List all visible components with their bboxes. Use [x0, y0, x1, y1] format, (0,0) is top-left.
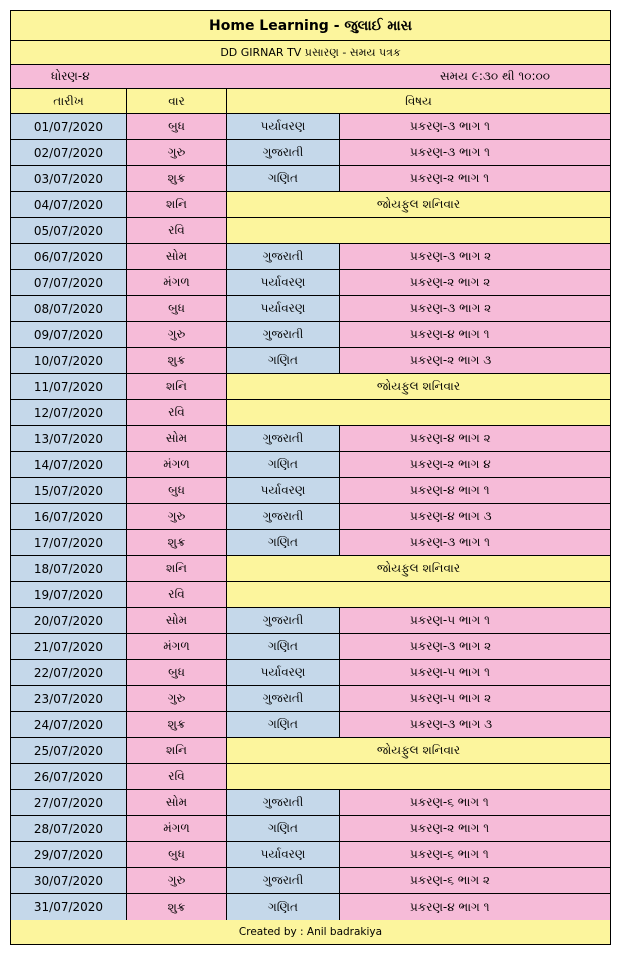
- cell-day: ગુરુ: [127, 686, 227, 711]
- cell-date: 10/07/2020: [11, 348, 127, 373]
- column-header-row: [11, 89, 610, 114]
- cell-day: બુધ: [127, 114, 227, 139]
- cell-topic: પ્રકરણ-૩ ભાગ ૧: [340, 114, 610, 139]
- title-row: [11, 11, 610, 41]
- table-row: [11, 764, 610, 790]
- table-row: [11, 296, 610, 322]
- cell-day: ગુરુ: [127, 140, 227, 165]
- cell-date: 30/07/2020: [11, 868, 127, 893]
- cell-day: રવિ: [127, 218, 227, 243]
- cell-subject: ગુજરાતી: [227, 322, 340, 347]
- cell-day: રવિ: [127, 764, 227, 789]
- table-row: [11, 400, 610, 426]
- cell-date: 11/07/2020: [11, 374, 127, 399]
- cell-subject: પર્યાવરણ: [227, 842, 340, 867]
- cell-date: 16/07/2020: [11, 504, 127, 529]
- table-row: [11, 816, 610, 842]
- cell-topic: પ્રકરણ-૩ ભાગ ૨: [340, 244, 610, 269]
- cell-subject: પર્યાવરણ: [227, 114, 340, 139]
- cell-date: 17/07/2020: [11, 530, 127, 555]
- table-row: [11, 868, 610, 894]
- cell-day: શનિ: [127, 556, 227, 581]
- footer-row: [11, 920, 610, 944]
- cell-date: 04/07/2020: [11, 192, 127, 217]
- time-label: સમય ૯:૩૦ થી ૧૦:૦૦: [439, 69, 550, 83]
- column-header-date: તારીખ: [11, 89, 127, 113]
- cell-date: 06/07/2020: [11, 244, 127, 269]
- cell-day: શુક્ર: [127, 530, 227, 555]
- cell-topic: પ્રકરણ-૫ ભાગ ૨: [340, 686, 610, 711]
- cell-special-day: [227, 764, 610, 789]
- cell-topic: પ્રકરણ-૨ ભાગ ૪: [340, 452, 610, 477]
- cell-topic: પ્રકરણ-૩ ભાગ ૧: [340, 140, 610, 165]
- cell-date: 25/07/2020: [11, 738, 127, 763]
- cell-topic: પ્રકરણ-૪ ભાગ ૧: [340, 894, 610, 920]
- table-row: [11, 478, 610, 504]
- table-row: [11, 244, 610, 270]
- cell-day: શુક્ર: [127, 712, 227, 737]
- table-row: [11, 556, 610, 582]
- cell-day: શનિ: [127, 738, 227, 763]
- cell-subject: ગુજરાતી: [227, 686, 340, 711]
- cell-topic: પ્રકરણ-૫ ભાગ ૧: [340, 660, 610, 685]
- table-row: [11, 218, 610, 244]
- cell-subject: ગણિત: [227, 634, 340, 659]
- cell-day: ગુરુ: [127, 868, 227, 893]
- cell-subject: પર્યાવરણ: [227, 296, 340, 321]
- cell-date: 19/07/2020: [11, 582, 127, 607]
- cell-subject: ગુજરાતી: [227, 426, 340, 451]
- table-row: [11, 426, 610, 452]
- cell-date: 01/07/2020: [11, 114, 127, 139]
- cell-date: 14/07/2020: [11, 452, 127, 477]
- cell-day: શનિ: [127, 192, 227, 217]
- cell-subject: ગુજરાતી: [227, 868, 340, 893]
- cell-day: બુધ: [127, 478, 227, 503]
- cell-subject: ગણિત: [227, 712, 340, 737]
- footer-credit: Created by : Anil badrakiya: [238, 926, 383, 938]
- cell-day: શુક્ર: [127, 166, 227, 191]
- cell-day: રવિ: [127, 400, 227, 425]
- cell-day: રવિ: [127, 582, 227, 607]
- cell-subject: ગણિત: [227, 348, 340, 373]
- cell-subject: ગણિત: [227, 530, 340, 555]
- cell-day: શુક્ર: [127, 348, 227, 373]
- cell-topic: પ્રકરણ-૬ ભાગ ૧: [340, 842, 610, 867]
- cell-special-day: જોયફુલ શનિવાર: [227, 556, 610, 581]
- table-row: [11, 114, 610, 140]
- cell-date: 23/07/2020: [11, 686, 127, 711]
- cell-topic: પ્રકરણ-૩ ભાગ ૧: [340, 530, 610, 555]
- cell-date: 24/07/2020: [11, 712, 127, 737]
- cell-day: બુધ: [127, 842, 227, 867]
- table-row: [11, 790, 610, 816]
- table-row: [11, 608, 610, 634]
- cell-subject: ગણિત: [227, 452, 340, 477]
- table-row: [11, 140, 610, 166]
- cell-date: 31/07/2020: [11, 894, 127, 920]
- cell-topic: પ્રકરણ-૨ ભાગ ૨: [340, 270, 610, 295]
- table-row: [11, 530, 610, 556]
- cell-date: 15/07/2020: [11, 478, 127, 503]
- column-header-day: વાર: [127, 89, 227, 113]
- table-row: [11, 348, 610, 374]
- cell-topic: પ્રકરણ-૫ ભાગ ૧: [340, 608, 610, 633]
- page-title: Home Learning - જુલાઈ માસ: [209, 17, 412, 34]
- cell-topic: પ્રકરણ-૩ ભાગ ૨: [340, 634, 610, 659]
- cell-special-day: [227, 400, 610, 425]
- standard-row: [11, 65, 610, 89]
- cell-day: સોમ: [127, 426, 227, 451]
- cell-date: 07/07/2020: [11, 270, 127, 295]
- table-row: [11, 322, 610, 348]
- cell-special-day: જોયફુલ શનિવાર: [227, 738, 610, 763]
- cell-date: 03/07/2020: [11, 166, 127, 191]
- table-row: [11, 738, 610, 764]
- cell-date: 13/07/2020: [11, 426, 127, 451]
- cell-topic: પ્રકરણ-૬ ભાગ ૧: [340, 790, 610, 815]
- cell-topic: પ્રકરણ-૨ ભાગ ૧: [340, 166, 610, 191]
- cell-date: 05/07/2020: [11, 218, 127, 243]
- cell-subject: પર્યાવરણ: [227, 270, 340, 295]
- cell-date: 28/07/2020: [11, 816, 127, 841]
- cell-day: મંગળ: [127, 634, 227, 659]
- cell-topic: પ્રકરણ-૪ ભાગ ૧: [340, 478, 610, 503]
- table-row: [11, 374, 610, 400]
- cell-day: મંગળ: [127, 816, 227, 841]
- cell-day: ગુરુ: [127, 504, 227, 529]
- cell-date: 21/07/2020: [11, 634, 127, 659]
- timetable-sheet: [10, 10, 611, 945]
- cell-date: 29/07/2020: [11, 842, 127, 867]
- cell-topic: પ્રકરણ-૬ ભાગ ૨: [340, 868, 610, 893]
- cell-date: 09/07/2020: [11, 322, 127, 347]
- table-row: [11, 192, 610, 218]
- cell-day: શુક્ર: [127, 894, 227, 920]
- cell-special-day: [227, 218, 610, 243]
- table-row: [11, 270, 610, 296]
- cell-day: મંગળ: [127, 452, 227, 477]
- cell-date: 02/07/2020: [11, 140, 127, 165]
- cell-topic: પ્રકરણ-૪ ભાગ ૩: [340, 504, 610, 529]
- cell-day: શનિ: [127, 374, 227, 399]
- cell-subject: ગણિત: [227, 894, 340, 920]
- cell-day: સોમ: [127, 244, 227, 269]
- cell-subject: પર્યાવરણ: [227, 478, 340, 503]
- cell-date: 18/07/2020: [11, 556, 127, 581]
- cell-topic: પ્રકરણ-૨ ભાગ ૩: [340, 348, 610, 373]
- cell-topic: પ્રકરણ-૪ ભાગ ૨: [340, 426, 610, 451]
- cell-special-day: જોયફુલ શનિવાર: [227, 192, 610, 217]
- cell-day: બુધ: [127, 660, 227, 685]
- cell-day: બુધ: [127, 296, 227, 321]
- cell-date: 12/07/2020: [11, 400, 127, 425]
- cell-day: સોમ: [127, 790, 227, 815]
- cell-subject: ગણિત: [227, 166, 340, 191]
- subtitle-row: [11, 41, 610, 65]
- cell-topic: પ્રકરણ-૨ ભાગ ૧: [340, 816, 610, 841]
- table-body: [11, 114, 610, 920]
- cell-subject: ગણિત: [227, 816, 340, 841]
- cell-topic: પ્રકરણ-૪ ભાગ ૧: [340, 322, 610, 347]
- cell-day: ગુરુ: [127, 322, 227, 347]
- table-row: [11, 712, 610, 738]
- table-row: [11, 686, 610, 712]
- cell-date: 08/07/2020: [11, 296, 127, 321]
- table-row: [11, 504, 610, 530]
- cell-date: 26/07/2020: [11, 764, 127, 789]
- table-row: [11, 894, 610, 920]
- table-row: [11, 582, 610, 608]
- cell-subject: પર્યાવરણ: [227, 660, 340, 685]
- cell-subject: ગુજરાતી: [227, 608, 340, 633]
- page-subtitle: DD GIRNAR TV પ્રસારણ - સમય પત્રક: [220, 45, 401, 59]
- cell-subject: ગુજરાતી: [227, 140, 340, 165]
- cell-date: 22/07/2020: [11, 660, 127, 685]
- column-header-subject: વિષય: [405, 93, 432, 108]
- cell-subject: ગુજરાતી: [227, 504, 340, 529]
- table-row: [11, 634, 610, 660]
- table-row: [11, 166, 610, 192]
- cell-topic: પ્રકરણ-૩ ભાગ ૩: [340, 712, 610, 737]
- cell-special-day: [227, 582, 610, 607]
- cell-topic: પ્રકરણ-૩ ભાગ ૨: [340, 296, 610, 321]
- standard-label: ધોરણ-૪: [51, 69, 90, 83]
- cell-date: 20/07/2020: [11, 608, 127, 633]
- cell-special-day: જોયફુલ શનિવાર: [227, 374, 610, 399]
- cell-day: સોમ: [127, 608, 227, 633]
- table-row: [11, 660, 610, 686]
- cell-subject: ગુજરાતી: [227, 790, 340, 815]
- table-row: [11, 842, 610, 868]
- cell-day: મંગળ: [127, 270, 227, 295]
- table-row: [11, 452, 610, 478]
- cell-date: 27/07/2020: [11, 790, 127, 815]
- cell-subject: ગુજરાતી: [227, 244, 340, 269]
